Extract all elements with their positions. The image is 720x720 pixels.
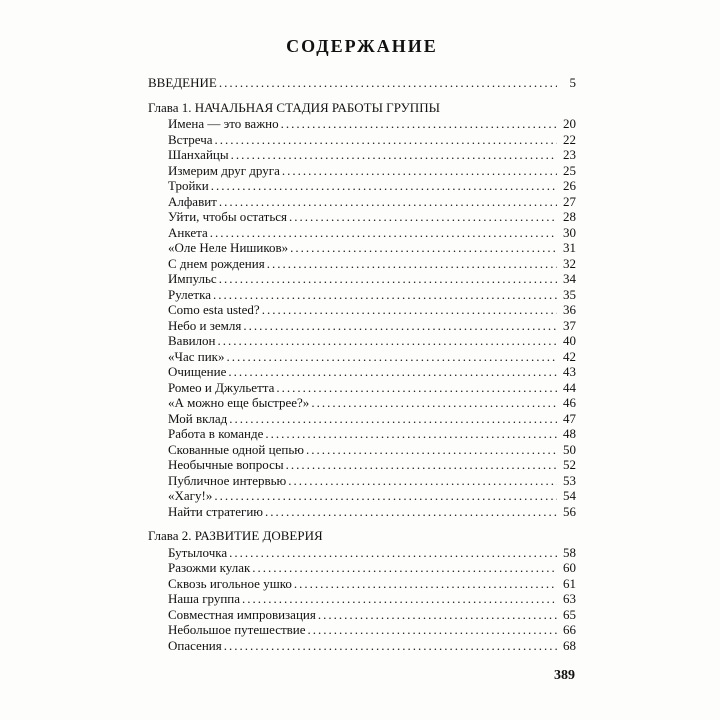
toc-entry-label: Como esta usted? [168,302,260,317]
toc-entry-page: 68 [563,637,576,653]
toc-entry-label: Сквозь игольное ушко [168,575,292,591]
dot-leader [226,349,557,365]
dot-leader [228,364,557,380]
toc-entry-page: 61 [563,575,576,591]
toc-entry-page: 56 [563,503,576,519]
toc-entry [148,132,576,148]
dot-leader [229,411,557,427]
dot-leader [267,256,557,272]
toc-entry-label: Импульс [168,271,217,286]
toc-entry [148,194,576,210]
toc-entry-page: 35 [563,286,576,302]
toc-entry [148,225,576,241]
toc-entry [148,504,576,520]
toc-entry [148,622,576,638]
dot-leader [306,442,557,458]
dot-leader [265,426,557,442]
toc-chapter-heading [148,528,576,544]
dot-leader [229,545,557,561]
toc-entry-label: Алфавит [168,193,217,209]
toc-entry [148,116,576,132]
toc-entry-label: Публичное интервью [168,472,287,488]
toc-entry [148,380,576,396]
dot-leader [276,380,557,396]
toc-entry-page: 66 [563,622,576,637]
dot-leader [288,473,557,489]
toc-entry-page: 5 [569,75,576,90]
toc-entry-label: Разожми кулак [168,560,251,575]
toc-entry [148,364,576,380]
toc-entry [148,178,576,194]
toc-entry-label: Вавилон [168,333,216,348]
toc-entry-page: 60 [563,560,576,575]
dot-leader [311,395,557,411]
toc-entry [148,442,576,458]
dot-leader [282,163,557,179]
toc-entry-label: «А можно еще быстрее?» [168,395,310,410]
toc-entry-label: Тройки [168,178,209,193]
toc-entry-label: Измерим друг друга [168,162,280,178]
toc-entry-label: Очищение [168,364,227,379]
toc-entry-label: Работа в команде [168,426,264,441]
toc-entry-label: С днем рождения [168,255,265,271]
dot-leader [294,576,557,592]
toc-entry [148,638,576,654]
toc-entry-page: 44 [563,379,576,395]
toc-entry-label: Имена — это важно [168,116,279,131]
folio-page-number: 389 [554,668,575,683]
toc-entry-label: «Оле Неле Нишиков» [168,240,289,255]
toc-entry-label: Наша группа [168,591,241,606]
toc-entry [148,395,576,411]
toc-entry-label: Скованные одной цепью [168,441,304,457]
dot-leader [219,194,557,210]
toc-entry-page: 58 [563,544,576,560]
dot-leader [290,240,557,256]
toc-entry-label: ВВЕДЕНИЕ [148,75,217,90]
toc-entry-page: 50 [563,441,576,457]
dot-leader [213,287,557,303]
toc-entry-label: Уйти, чтобы остаться [168,209,288,224]
toc-entry-label: Опасения [168,637,222,653]
dot-leader [214,488,557,504]
page-title: СОДЕРЖАНИЕ [286,36,438,56]
dot-leader [219,271,557,287]
toc-entry [148,333,576,349]
dot-leader [265,504,557,520]
dot-leader [308,622,557,638]
toc-entry-page: 20 [563,116,576,131]
toc-entry [148,426,576,442]
toc-entry-label: Небо и земля [168,317,242,333]
dot-leader [211,178,557,194]
toc-entry-page: 63 [563,591,576,606]
toc-entry-page: 28 [563,209,576,224]
toc-entry-page: 22 [563,131,576,147]
toc-entry-page: 52 [563,457,576,472]
toc-entry-label: Найти стратегию [168,503,263,519]
toc-entry-page: 37 [563,317,576,333]
toc-entry-label: Встреча [168,131,213,147]
toc-entry [148,318,576,334]
toc-entry-page: 43 [563,364,576,379]
dot-leader [318,607,557,623]
toc-entry [148,457,576,473]
toc-list [148,75,576,653]
toc-entry-page: 30 [563,224,576,240]
toc-entry-page: 26 [563,178,576,193]
toc-entry [148,411,576,427]
toc-entry [148,75,576,91]
toc-entry [148,302,576,318]
toc-entry-page: 54 [563,488,576,503]
toc-entry [148,560,576,576]
toc-entry-page: 32 [563,255,576,271]
toc-entry [148,287,576,303]
dot-leader [289,209,557,225]
toc-entry-label: Небольшое путешествие [168,622,306,637]
dot-leader [219,75,557,91]
toc-entry-page: 47 [563,410,576,426]
toc-entry-page: 40 [563,333,576,348]
toc-entry [148,545,576,561]
toc-entry [148,271,576,287]
toc-entry-page: 46 [563,395,576,410]
book-page [148,36,576,653]
dot-leader [286,457,557,473]
dot-leader [210,225,557,241]
toc-entry-label: «Час пик» [168,348,225,364]
dot-leader [281,116,557,132]
toc-chapter-label: Глава 2. РАЗВИТИЕ ДОВЕРИЯ [148,528,323,543]
toc-entry-label: Бутылочка [168,544,228,560]
toc-entry-label: Шанхайцы [168,147,229,162]
toc-entry-label: Ромео и Джульетта [168,379,275,395]
toc-entry [148,240,576,256]
toc-entry-label: Необычные вопросы [168,457,284,472]
toc-entry-page: 23 [563,147,576,162]
toc-entry-page: 27 [563,193,576,209]
dot-leader [224,638,557,654]
toc-entry [148,349,576,365]
dot-leader [242,591,557,607]
toc-entry [148,576,576,592]
dot-leader [215,132,557,148]
toc-entry-page: 48 [563,426,576,441]
toc-entry [148,163,576,179]
toc-entry-label: Рулетка [168,286,211,302]
toc-chapter-label: Глава 1. НАЧАЛЬНАЯ СТАДИЯ РАБОТЫ ГРУППЫ [148,99,440,115]
toc-entry-page: 31 [563,240,576,255]
toc-chapter-heading [148,100,576,116]
dot-leader [262,302,557,318]
dot-leader [243,318,557,334]
toc-entry-page: 42 [563,348,576,364]
dot-leader [217,333,557,349]
toc-entry [148,209,576,225]
toc-entry [148,591,576,607]
toc-entry-page: 25 [563,162,576,178]
toc-entry-page: 34 [563,271,576,286]
toc-entry-page: 36 [563,302,576,317]
dot-leader [231,147,557,163]
toc-entry-label: Мой вклад [168,410,228,426]
toc-entry-label: Анкета [168,224,208,240]
toc-entry [148,473,576,489]
dot-leader [252,560,557,576]
toc-entry-page: 65 [563,606,576,622]
toc-entry-label: Совместная импровизация [168,606,316,622]
toc-entry [148,147,576,163]
toc-entry [148,488,576,504]
toc-entry [148,607,576,623]
toc-entry-page: 53 [563,472,576,488]
toc-entry-label: «Хагу!» [168,488,213,503]
toc-entry [148,256,576,272]
